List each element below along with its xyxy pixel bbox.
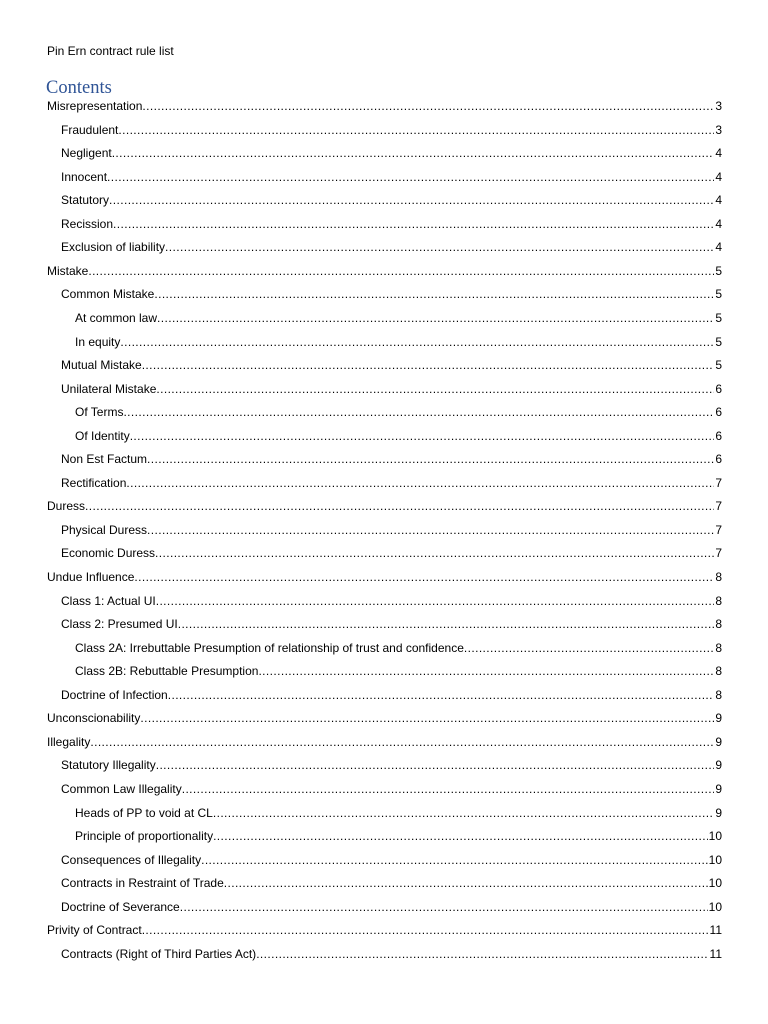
toc-entry[interactable] — [61, 239, 722, 255]
toc-page-number: 4 — [715, 193, 722, 208]
toc-entry[interactable] — [47, 263, 722, 279]
toc-page-number: 6 — [715, 452, 722, 467]
toc-dot-leader — [109, 192, 714, 208]
toc-entry[interactable] — [61, 946, 722, 962]
toc-page-number: 9 — [715, 781, 722, 796]
toc-entry-title: Class 1: Actual UI — [61, 593, 156, 608]
toc-entry-title: Unilateral Mistake — [61, 381, 157, 396]
toc-dot-leader — [182, 781, 715, 797]
toc-dot-leader — [88, 263, 714, 279]
toc-entry[interactable] — [61, 122, 722, 138]
toc-entry[interactable] — [61, 781, 722, 797]
toc-entry[interactable] — [75, 310, 722, 326]
toc-page-number: 9 — [715, 711, 722, 726]
toc-page-number: 10 — [708, 899, 722, 914]
toc-entry-title: Of Terms — [75, 405, 124, 420]
contents-heading: Contents — [46, 78, 112, 98]
toc-dot-leader — [156, 381, 714, 397]
toc-dot-leader — [107, 169, 714, 185]
toc-entry-title: Consequences of Illegality — [61, 852, 202, 867]
toc-dot-leader — [156, 593, 715, 609]
toc-page-number: 4 — [715, 146, 722, 161]
toc-entry-title: Common Law Illegality — [61, 781, 182, 796]
toc-page-number: 5 — [715, 287, 722, 302]
toc-entry-title: Doctrine of Infection — [61, 687, 168, 702]
toc-entry-title: Contracts in Restraint of Trade — [61, 876, 224, 891]
toc-entry-title: Statutory Illegality — [61, 758, 156, 773]
toc-entry[interactable] — [61, 216, 722, 232]
toc-page-number: 4 — [715, 169, 722, 184]
toc-entry[interactable] — [61, 192, 722, 208]
toc-entry[interactable] — [61, 616, 722, 632]
toc-entry-title: Class 2B: Rebuttable Presumption — [75, 664, 259, 679]
toc-dot-leader — [147, 451, 714, 467]
toc-dot-leader — [120, 334, 714, 350]
toc-dot-leader — [213, 805, 714, 821]
toc-page-number: 5 — [715, 310, 722, 325]
toc-entry-title: At common law — [75, 310, 158, 325]
toc-entry-title: Non Est Factum — [61, 452, 148, 467]
toc-entry[interactable] — [61, 451, 722, 467]
toc-page-number: 6 — [715, 381, 722, 396]
toc-page-number: 11 — [709, 946, 722, 961]
toc-dot-leader — [165, 239, 714, 255]
toc-page-number: 10 — [708, 876, 722, 891]
toc-entry-title: Contracts (Right of Third Parties Act) — [61, 946, 257, 961]
toc-entry-title: Negligent — [61, 146, 112, 161]
toc-entry-title: Exclusion of liability — [61, 240, 166, 255]
toc-entry-title: Statutory — [61, 193, 110, 208]
toc-page-number: 10 — [708, 829, 722, 844]
toc-entry-title: Heads of PP to void at CL — [75, 805, 213, 820]
toc-entry-title: Unconscionability — [47, 711, 141, 726]
toc-dot-leader — [113, 216, 714, 232]
toc-page-number: 10 — [708, 852, 722, 867]
toc-entry-title: Mistake — [47, 263, 89, 278]
toc-entry-title: Of Identity — [75, 428, 130, 443]
toc-dot-leader — [118, 122, 714, 138]
toc-entry-title: Doctrine of Severance — [61, 899, 180, 914]
toc-dot-leader — [213, 828, 708, 844]
toc-dot-leader — [256, 946, 708, 962]
toc-entry[interactable] — [47, 734, 722, 750]
toc-entry-title: Principle of proportionality — [75, 829, 214, 844]
toc-entry[interactable] — [61, 593, 722, 609]
toc-entry[interactable] — [75, 663, 722, 679]
toc-entry[interactable] — [61, 899, 722, 915]
toc-page-number: 3 — [715, 99, 722, 113]
toc-page-number: 6 — [715, 428, 722, 443]
toc-entry[interactable] — [61, 145, 722, 161]
toc-entry[interactable] — [47, 498, 722, 514]
toc-page-number: 9 — [715, 805, 722, 820]
toc-entry[interactable] — [61, 875, 722, 891]
toc-entry[interactable] — [61, 169, 722, 185]
document-header: Pin Ern contract rule list — [47, 44, 174, 58]
toc-page-number: 4 — [715, 240, 722, 255]
toc-entry-title: Duress — [47, 499, 86, 514]
toc-entry[interactable] — [75, 404, 722, 420]
toc-page-number: 8 — [715, 640, 722, 655]
toc-dot-leader — [147, 522, 714, 538]
toc-entry-title: Class 2A: Irrebuttable Presumption of relationship of trust and confidence — [75, 640, 464, 655]
toc-entry[interactable] — [61, 687, 722, 703]
toc-entry-title: Physical Duress — [61, 522, 148, 537]
toc-entry-title: Common Mistake — [61, 287, 155, 302]
toc-entry[interactable] — [47, 710, 722, 726]
toc-entry[interactable] — [61, 522, 722, 538]
toc-entry[interactable] — [47, 922, 722, 938]
toc-page-number: 11 — [709, 923, 722, 938]
toc-entry[interactable] — [61, 545, 722, 561]
toc-page-number: 8 — [715, 664, 722, 679]
toc-page-number: 7 — [715, 522, 722, 537]
toc-dot-leader — [142, 98, 714, 114]
toc-entry-title: In equity — [75, 334, 121, 349]
toc-dot-leader — [85, 498, 714, 514]
toc-dot-leader — [464, 640, 714, 656]
toc-dot-leader — [258, 663, 714, 679]
toc-page-number: 8 — [715, 617, 722, 632]
toc-entry[interactable] — [61, 757, 722, 773]
toc-dot-leader — [156, 757, 715, 773]
toc-page-number: 5 — [715, 334, 722, 349]
toc-entry-title: Recission — [61, 216, 114, 231]
toc-dot-leader — [140, 710, 714, 726]
toc-entry-title: Undue Influence — [47, 570, 135, 584]
toc-entry-title: Class 2: Presumed UI — [61, 617, 178, 632]
toc-dot-leader — [112, 145, 715, 161]
toc-dot-leader — [134, 569, 714, 585]
toc-page-number: 5 — [715, 358, 722, 373]
toc-entry[interactable] — [61, 286, 722, 302]
toc-page-number: 4 — [715, 216, 722, 231]
toc-entry-title: Innocent — [61, 169, 108, 184]
toc-dot-leader — [224, 875, 708, 891]
toc-page-number: 7 — [715, 475, 722, 490]
toc-entry[interactable] — [61, 852, 722, 868]
toc-page-number: 8 — [715, 593, 722, 608]
toc-dot-leader — [157, 310, 714, 326]
toc-page-number: 9 — [715, 758, 722, 773]
toc-entry[interactable] — [75, 828, 722, 844]
toc-dot-leader — [178, 616, 715, 632]
toc-dot-leader — [154, 286, 714, 302]
toc-dot-leader — [126, 475, 714, 491]
toc-entry[interactable] — [61, 381, 722, 397]
toc-dot-leader — [201, 852, 708, 868]
toc-dot-leader — [142, 357, 715, 373]
toc-entry-title: Illegality — [47, 734, 91, 749]
toc-page-number: 5 — [715, 263, 722, 278]
toc-entry[interactable] — [75, 334, 722, 350]
toc-dot-leader — [142, 922, 709, 938]
toc-entry-title: Mutual Mistake — [61, 358, 142, 373]
toc-page-number: 8 — [715, 687, 722, 702]
toc-entry-title: Rectification — [61, 475, 127, 490]
toc-entry-title: Economic Duress — [61, 546, 156, 561]
toc-entry[interactable] — [75, 640, 722, 656]
toc-entry[interactable] — [47, 569, 722, 585]
toc-dot-leader — [130, 428, 715, 444]
toc-dot-leader — [123, 404, 714, 420]
toc-page-number: 7 — [715, 499, 722, 514]
toc-entry[interactable] — [75, 805, 722, 821]
toc-dot-leader — [180, 899, 708, 915]
toc-dot-leader — [155, 545, 714, 561]
toc-entry-title: Fraudulent — [61, 122, 119, 137]
toc-entry-title: Privity of Contract — [47, 923, 142, 938]
toc-page-number: 3 — [715, 122, 722, 137]
toc-entry-title: Misrepresentation — [47, 99, 143, 113]
toc-page-number: 6 — [715, 405, 722, 420]
toc-entry[interactable] — [61, 475, 722, 491]
toc-entry[interactable] — [61, 357, 722, 373]
toc-entry[interactable] — [75, 428, 722, 444]
toc-dot-leader — [90, 734, 714, 750]
toc-entry[interactable] — [47, 98, 722, 114]
toc-page-number: 9 — [715, 734, 722, 749]
toc-page-number: 7 — [715, 546, 722, 561]
toc-page-number: 8 — [715, 570, 722, 584]
toc-dot-leader — [168, 687, 715, 703]
